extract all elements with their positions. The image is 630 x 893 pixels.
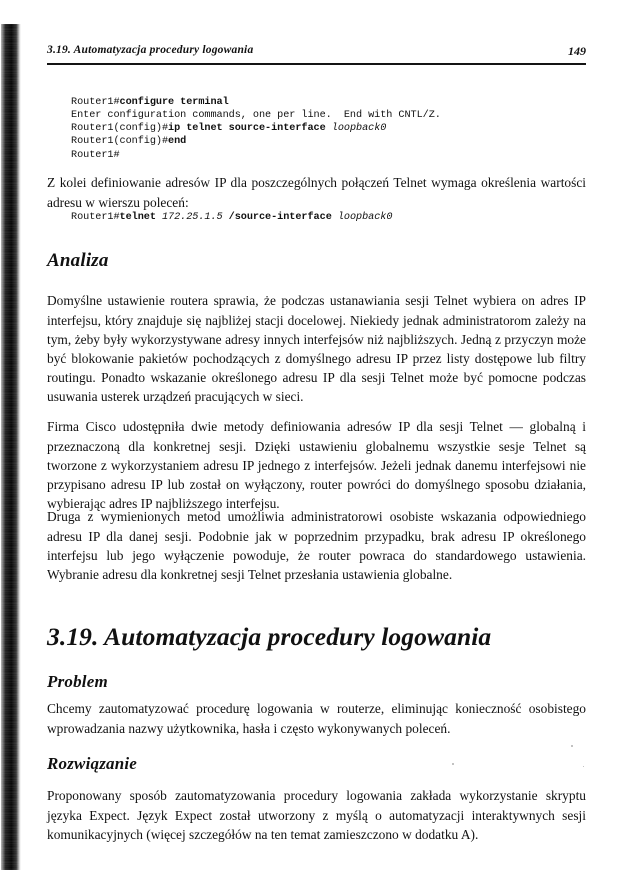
- code-run: Router1(config)#: [71, 123, 169, 135]
- code-run: Router1(config)#: [71, 136, 169, 148]
- code-run: Router1#: [71, 212, 120, 224]
- heading-rozwiazanie: Rozwiązanie: [47, 754, 138, 774]
- paragraph-intro: Z kolei definiowanie adresów IP dla poszczególnych połączeń Telnet wymaga określenia wartości adresu w wierszu poleceń:: [47, 175, 586, 210]
- code-run: /source-interface: [228, 212, 338, 224]
- running-head-title: 3.19. Automatyzacja procedury logowania: [47, 44, 254, 56]
- running-head-rule: [47, 63, 586, 65]
- paragraph-analiza-1: Domyślne ustawienie routera sprawia, że podczas ustanawiania sesji Telnet wybiera on adres IP interfejsu, który znajduje się najbliżej stacji docelowej. Niekiedy jednak administratorom zależy na tym, żeby były wykorzystywane adresy innych interfejsów niż najbliższych. Jedną z przyczyn może być blokowanie pakietów pochodzących z domyślnego adresu IP przez listy dostępowe lub filtry routingu. Ponadto wskazanie określonego adresu IP dla sesji Telnet może być pomocne podczas usuwania usterek urządzeń pracujących w sieci.: [47, 293, 586, 405]
- code-run: loopback0: [337, 212, 393, 224]
- code-run: Enter configuration commands, one per line. End with CNTL/Z.: [71, 110, 441, 122]
- paragraph-analiza-2: Firma Cisco udostępniła dwie metody definiowania adresów IP dla sesji Telnet — globalną i przeznaczoną dla konkretnej sesji. Dzięki ustawieniu globalnemu wszystkie sesje Telnet są tworzone z wykorzystaniem adresu IP jednego z interfejsów. Jeżeli jednak danemu interfejsowi nie przypisano adresu IP lub został on wyłączony, router powróci do domyślnego sposobu działania, wybierając adres IP najbliższego interfejsu.: [47, 419, 586, 512]
- code-run: configure terminal: [119, 97, 229, 109]
- code-run: telnet: [119, 212, 162, 224]
- paragraph-analiza-3: Druga z wymienionych metod umożliwia administratorowi osobiste wskazania odpowiedniego adresu IP dla danej sesji. Podobnie jak w poprzednim przypadku, brak adresu IP określonego interfejsu lub jego wyłączenie powoduje, że router powraca do standardowego ustawienia. Wybranie adresu dla konkretnej sesji Telnet przesłania ustawienia globalne.: [47, 509, 586, 582]
- code-run: Router1#: [71, 149, 120, 161]
- code-run: 172.25.1.5: [161, 212, 229, 224]
- scan-gutter-noise: [1, 24, 22, 870]
- page-number: 149: [568, 44, 586, 58]
- code-run: loopback0: [331, 123, 387, 135]
- code-run: ip telnet source-interface: [168, 123, 332, 135]
- heading-section-3-19: 3.19. Automatyzacja procedury logowania: [47, 622, 492, 652]
- code-block-telnet-source-interface: [71, 211, 392, 224]
- code-run: end: [168, 136, 187, 148]
- heading-analiza: Analiza: [47, 249, 109, 271]
- code-block-configure-terminal: [71, 96, 441, 161]
- running-head: [47, 44, 586, 68]
- page-content: [47, 0, 586, 893]
- paragraph-rozwiazanie: Proponowany sposób zautomatyzowania procedury logowania zakłada wykorzystanie skryptu języka Expect. Język Expect został utworzony z myślą o automatyzacji interaktywnych sesji komunikacyjnych (więcej szczegółów na ten temat zamieszczono w dodatku A).: [47, 788, 586, 842]
- paragraph-problem: Chcemy zautomatyzować procedurę logowania w routerze, eliminując konieczność osobistego wprowadzania nazwy użytkownika, hasła i często wykonywanych poleceń.: [47, 701, 586, 736]
- heading-problem: Problem: [47, 672, 108, 692]
- code-run: Router1#: [71, 97, 120, 109]
